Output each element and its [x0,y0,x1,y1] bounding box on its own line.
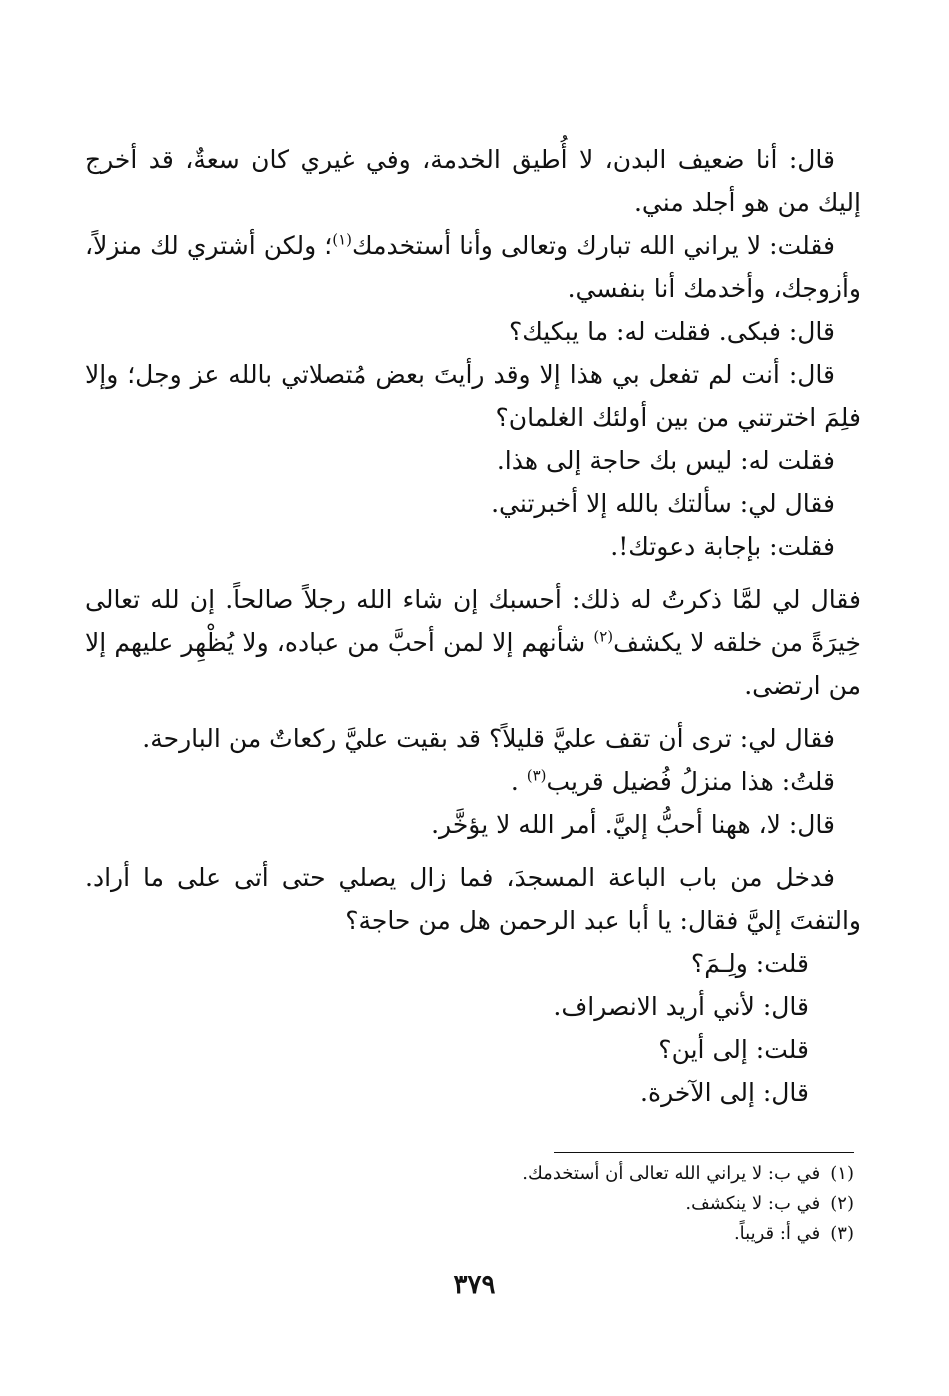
footnote-reference: (١) [332,230,353,249]
paragraph: قال: أنت لم تفعل بي هذا إلا وقد رأيتَ بعض مُتصلاتي بالله عز وجل؛ وإلا فلِمَ اخترتني من بين أولئك الغلمان؟ [85,360,861,432]
footnotes-section [334,1152,854,1249]
footnote [334,1159,854,1189]
paragraph: فقلت له: ليس بك حاجة إلى هذا. [496,446,835,475]
paragraph [85,760,861,803]
paragraph: قال: لأني أريد الانصراف. [553,992,809,1021]
footnote [334,1189,854,1219]
paragraph: فقال لي: ترى أن تقف عليَّ قليلاً؟ قد بقيت عليَّ ركعاتٌ من البارحة. [142,724,835,753]
paragraph [85,224,861,310]
text-run: فقال لي لمَّا ذكرتُ له ذلك: أحسبك إن شاء الله رجلاً صالحاً. إن لله تعالى خِيرَةً من خلقه لا يكشف [85,585,861,657]
paragraph: قال: فبكى. فقلت له: ما يبكيك؟ [508,317,835,346]
page-body [85,138,861,1114]
footnote-separator [554,1152,854,1153]
footnote-reference: (٣) [526,766,547,785]
text-run: فقلت: لا يراني الله تبارك وتعالى وأنا أستخدمك [352,231,835,260]
paragraph: قال: إلى الآخرة. [640,1078,809,1107]
footnote-text: في ب: لا يراني الله تعالى أن أستخدمك. [522,1163,821,1184]
paragraph: قال: أنا ضعيف البدن، لا أُطيق الخدمة، وفي غيري كان سعةٌ، قد أخرج إليك من هو أجلد مني. [85,145,861,217]
text-run: . [510,767,527,796]
page-number: ٣٧٩ [453,1270,496,1300]
footnote-text: في أ: قريباً. [733,1223,821,1244]
paragraph: فدخل من باب الباعة المسجدَ، فما زال يصلي حتى أتى على ما أراد. والتفتَ إليَّ فقال: يا أبا عبد الرحمن هل من حاجة؟ [85,863,861,935]
footnote-reference: (٢) [593,627,614,646]
paragraph: قلت: ولِـمَ؟ [690,949,809,978]
paragraph [85,578,861,707]
paragraph: فقلت: بإجابة دعوتك!. [610,532,835,561]
text-run: قلتُ: هذا منزلُ فُضيل قريب [546,767,835,796]
text-run: شأنهم إلا لمن أحبَّ من عباده، ولا يُظْهِر عليهم إلا من ارتضى. [85,628,861,700]
paragraph: قلت: إلى أين؟ [658,1035,809,1064]
footnote-text: في ب: لا ينكشف. [685,1193,821,1214]
paragraph: فقال لي: سألتك بالله إلا أخبرتني. [491,489,835,518]
footnote-number: (١) [830,1163,854,1184]
footnote-number: (٣) [830,1223,854,1244]
text-run: ؛ ولكن أشتري لك منزلاً، وأزوجك، وأخدمك أنا بنفسي. [85,231,861,303]
paragraph: قال: لا، ههنا أحبُّ إليَّ. أمر الله لا يؤخَّر. [431,810,835,839]
footnote [334,1219,854,1249]
footnote-number: (٢) [830,1193,854,1214]
